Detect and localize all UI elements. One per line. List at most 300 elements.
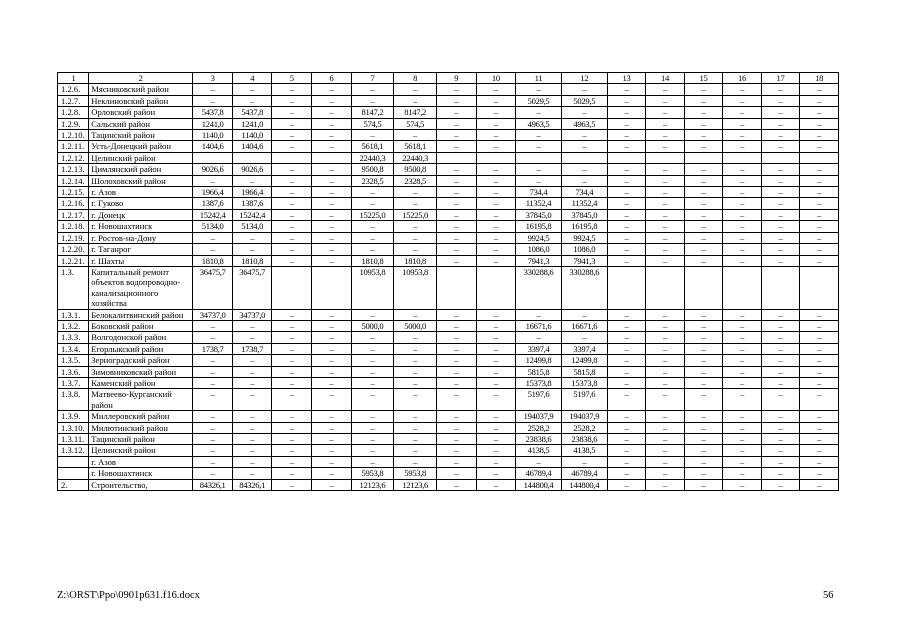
- value-cell: 1738,7: [232, 343, 272, 354]
- value-cell: –: [272, 95, 312, 106]
- value-cell: –: [272, 84, 312, 95]
- value-cell: –: [800, 255, 839, 266]
- table-row: [58, 389, 839, 411]
- value-cell: 15373,8: [561, 377, 607, 388]
- value-cell: –: [761, 255, 800, 266]
- value-cell: [761, 152, 800, 163]
- value-cell: –: [312, 187, 352, 198]
- value-cell: –: [436, 309, 476, 320]
- value-cell: –: [684, 232, 723, 243]
- value-cell: –: [646, 187, 685, 198]
- value-cell: –: [232, 175, 272, 186]
- value-cell: 1241,0: [232, 118, 272, 129]
- value-cell: –: [193, 95, 233, 106]
- value-cell: –: [351, 434, 394, 445]
- value-cell: –: [312, 130, 352, 141]
- table-row: [58, 118, 839, 129]
- value-cell: –: [723, 366, 762, 377]
- value-cell: –: [761, 422, 800, 433]
- value-cell: –: [561, 84, 607, 95]
- value-cell: 7941,3: [561, 255, 607, 266]
- value-cell: –: [761, 95, 800, 106]
- value-cell: [723, 266, 762, 309]
- value-cell: –: [723, 141, 762, 152]
- value-cell: –: [723, 332, 762, 343]
- value-cell: –: [607, 332, 646, 343]
- value-cell: –: [272, 377, 312, 388]
- value-cell: 4963,5: [561, 118, 607, 129]
- value-cell: –: [476, 332, 516, 343]
- value-cell: 1140,0: [193, 130, 233, 141]
- value-cell: –: [476, 164, 516, 175]
- row-code-cell: 1.2.8.: [58, 107, 89, 118]
- row-name-cell: Белокалитвинский район: [89, 309, 193, 320]
- value-cell: 9026,6: [193, 164, 233, 175]
- value-cell: –: [516, 107, 562, 118]
- value-cell: 15242,4: [193, 209, 233, 220]
- value-cell: –: [646, 118, 685, 129]
- value-cell: –: [723, 411, 762, 422]
- value-cell: 1810,8: [193, 255, 233, 266]
- value-cell: –: [476, 366, 516, 377]
- value-cell: –: [312, 366, 352, 377]
- row-code-cell: 1.2.10.: [58, 130, 89, 141]
- value-cell: [436, 266, 476, 309]
- value-cell: –: [607, 209, 646, 220]
- value-cell: –: [476, 389, 516, 411]
- value-cell: –: [476, 343, 516, 354]
- value-cell: –: [800, 366, 839, 377]
- value-cell: 194037,9: [516, 411, 562, 422]
- value-cell: –: [312, 232, 352, 243]
- value-cell: –: [607, 411, 646, 422]
- value-cell: 5618,1: [351, 141, 394, 152]
- value-cell: –: [761, 355, 800, 366]
- value-cell: 3397,4: [516, 343, 562, 354]
- row-code-cell: 1.3.7.: [58, 377, 89, 388]
- value-cell: –: [800, 445, 839, 456]
- value-cell: –: [312, 434, 352, 445]
- value-cell: [607, 266, 646, 309]
- value-cell: –: [684, 320, 723, 331]
- table-row: [58, 107, 839, 118]
- table-row: [58, 255, 839, 266]
- value-cell: –: [800, 456, 839, 467]
- value-cell: –: [193, 84, 233, 95]
- value-cell: –: [646, 107, 685, 118]
- value-cell: –: [800, 343, 839, 354]
- value-cell: 37845,0: [516, 209, 562, 220]
- row-code-cell: 1.3.11.: [58, 434, 89, 445]
- value-cell: [646, 266, 685, 309]
- value-cell: –: [193, 366, 233, 377]
- value-cell: –: [684, 255, 723, 266]
- value-cell: –: [684, 411, 723, 422]
- value-cell: –: [272, 130, 312, 141]
- value-cell: –: [607, 118, 646, 129]
- value-cell: –: [684, 389, 723, 411]
- row-code-cell: 1.3.6.: [58, 366, 89, 377]
- value-cell: –: [193, 377, 233, 388]
- value-cell: –: [646, 445, 685, 456]
- row-code-cell: 1.2.21.: [58, 255, 89, 266]
- value-cell: –: [607, 107, 646, 118]
- value-cell: 2528,2: [516, 422, 562, 433]
- value-cell: –: [272, 434, 312, 445]
- value-cell: –: [607, 198, 646, 209]
- value-cell: [800, 266, 839, 309]
- value-cell: –: [436, 95, 476, 106]
- value-cell: –: [761, 130, 800, 141]
- value-cell: 16671,6: [516, 320, 562, 331]
- value-cell: [761, 266, 800, 309]
- table-row: [58, 445, 839, 456]
- value-cell: –: [800, 198, 839, 209]
- value-cell: 2528,2: [561, 422, 607, 433]
- value-cell: 7: [351, 73, 394, 84]
- value-cell: –: [684, 377, 723, 388]
- value-cell: –: [476, 355, 516, 366]
- value-cell: –: [761, 343, 800, 354]
- value-cell: –: [723, 130, 762, 141]
- value-cell: –: [761, 389, 800, 411]
- row-name-cell: Сальский район: [89, 118, 193, 129]
- value-cell: 4138,5: [516, 445, 562, 456]
- row-code-cell: [58, 456, 89, 467]
- row-name-cell: Мясниковский район: [89, 84, 193, 95]
- value-cell: –: [723, 209, 762, 220]
- value-cell: –: [723, 232, 762, 243]
- value-cell: –: [312, 175, 352, 186]
- value-cell: –: [607, 84, 646, 95]
- value-cell: [436, 152, 476, 163]
- row-code-cell: 1.3.9.: [58, 411, 89, 422]
- value-cell: 22440,3: [394, 152, 437, 163]
- value-cell: –: [193, 320, 233, 331]
- value-cell: –: [646, 468, 685, 479]
- value-cell: –: [646, 175, 685, 186]
- row-code-cell: 1.3.8.: [58, 389, 89, 411]
- value-cell: –: [436, 107, 476, 118]
- value-cell: –: [436, 389, 476, 411]
- value-cell: –: [394, 355, 437, 366]
- value-cell: –: [607, 244, 646, 255]
- value-cell: 12123,6: [351, 479, 394, 490]
- row-name-cell: Неклиновский район: [89, 95, 193, 106]
- value-cell: –: [761, 479, 800, 490]
- value-cell: –: [684, 198, 723, 209]
- value-cell: –: [761, 141, 800, 152]
- value-cell: –: [312, 209, 352, 220]
- footer-file-path: Z:\ORST\Ppo\0901p631.f16.docx: [57, 590, 200, 601]
- value-cell: –: [476, 411, 516, 422]
- value-cell: 8147,2: [351, 107, 394, 118]
- table-row: [58, 456, 839, 467]
- value-cell: –: [351, 130, 394, 141]
- value-cell: 9026,6: [232, 164, 272, 175]
- row-code-cell: 1.2.18.: [58, 221, 89, 232]
- value-cell: –: [394, 389, 437, 411]
- value-cell: 5197,6: [561, 389, 607, 411]
- value-cell: –: [800, 187, 839, 198]
- value-cell: –: [761, 456, 800, 467]
- table-row: [58, 244, 839, 255]
- value-cell: –: [476, 445, 516, 456]
- value-cell: –: [312, 320, 352, 331]
- value-cell: –: [193, 355, 233, 366]
- value-cell: –: [476, 118, 516, 129]
- value-cell: –: [232, 422, 272, 433]
- value-cell: 4138,5: [561, 445, 607, 456]
- value-cell: –: [800, 479, 839, 490]
- value-cell: 144800,4: [516, 479, 562, 490]
- value-cell: –: [607, 309, 646, 320]
- value-cell: 12499,8: [561, 355, 607, 366]
- value-cell: –: [272, 175, 312, 186]
- value-cell: –: [394, 411, 437, 422]
- value-cell: –: [684, 221, 723, 232]
- value-cell: –: [723, 377, 762, 388]
- value-cell: –: [193, 445, 233, 456]
- value-cell: –: [272, 187, 312, 198]
- value-cell: 5953,8: [394, 468, 437, 479]
- value-cell: –: [723, 175, 762, 186]
- value-cell: 9924,5: [516, 232, 562, 243]
- value-cell: –: [646, 366, 685, 377]
- value-cell: 12499,8: [516, 355, 562, 366]
- row-name-cell: Милютинский район: [89, 422, 193, 433]
- value-cell: –: [232, 445, 272, 456]
- value-cell: –: [761, 377, 800, 388]
- value-cell: –: [351, 389, 394, 411]
- row-name-cell: Целинский район: [89, 152, 193, 163]
- value-cell: –: [761, 309, 800, 320]
- value-cell: –: [232, 411, 272, 422]
- value-cell: 9500,8: [351, 164, 394, 175]
- value-cell: –: [723, 456, 762, 467]
- value-cell: –: [272, 468, 312, 479]
- table-row: [58, 152, 839, 163]
- value-cell: –: [394, 343, 437, 354]
- table-row: [58, 84, 839, 95]
- value-cell: –: [646, 95, 685, 106]
- value-cell: 5437,8: [193, 107, 233, 118]
- value-cell: –: [516, 175, 562, 186]
- value-cell: –: [476, 175, 516, 186]
- value-cell: 23838,6: [561, 434, 607, 445]
- value-cell: –: [193, 332, 233, 343]
- value-cell: –: [723, 355, 762, 366]
- row-code-cell: 1.3.12.: [58, 445, 89, 456]
- value-cell: –: [723, 164, 762, 175]
- value-cell: 15225,0: [351, 209, 394, 220]
- value-cell: –: [232, 377, 272, 388]
- value-cell: –: [561, 107, 607, 118]
- value-cell: –: [436, 468, 476, 479]
- value-cell: –: [646, 309, 685, 320]
- value-cell: –: [312, 255, 352, 266]
- value-cell: –: [607, 320, 646, 331]
- value-cell: [272, 266, 312, 309]
- value-cell: 36475,7: [232, 266, 272, 309]
- value-cell: 574,5: [351, 118, 394, 129]
- value-cell: –: [476, 130, 516, 141]
- value-cell: 1140,0: [232, 130, 272, 141]
- value-cell: –: [394, 366, 437, 377]
- value-cell: –: [312, 309, 352, 320]
- value-cell: –: [193, 434, 233, 445]
- value-cell: –: [312, 95, 352, 106]
- value-cell: –: [761, 175, 800, 186]
- value-cell: 46789,4: [561, 468, 607, 479]
- value-cell: –: [684, 434, 723, 445]
- row-name-cell: г. Ростов-на-Дону: [89, 232, 193, 243]
- value-cell: –: [193, 175, 233, 186]
- value-cell: –: [607, 343, 646, 354]
- row-name-cell: г. Донецк: [89, 209, 193, 220]
- value-cell: –: [800, 118, 839, 129]
- value-cell: [723, 152, 762, 163]
- value-cell: 13: [607, 73, 646, 84]
- value-cell: –: [272, 309, 312, 320]
- value-cell: 1404,6: [232, 141, 272, 152]
- value-cell: –: [272, 355, 312, 366]
- value-cell: –: [516, 141, 562, 152]
- value-cell: –: [436, 175, 476, 186]
- value-cell: 22440,3: [351, 152, 394, 163]
- table-row: [58, 343, 839, 354]
- value-cell: –: [476, 320, 516, 331]
- value-cell: –: [476, 232, 516, 243]
- value-cell: –: [684, 175, 723, 186]
- value-cell: –: [607, 164, 646, 175]
- value-cell: 7941,3: [516, 255, 562, 266]
- value-cell: –: [761, 118, 800, 129]
- value-cell: –: [607, 468, 646, 479]
- value-cell: 9: [436, 73, 476, 84]
- value-cell: 12123,6: [394, 479, 437, 490]
- value-cell: –: [561, 456, 607, 467]
- value-cell: –: [193, 244, 233, 255]
- row-code-cell: [58, 468, 89, 479]
- value-cell: 3: [193, 73, 233, 84]
- table-row: [58, 221, 839, 232]
- table-row: [58, 468, 839, 479]
- value-cell: –: [800, 164, 839, 175]
- value-cell: –: [476, 209, 516, 220]
- value-cell: –: [272, 244, 312, 255]
- value-cell: 734,4: [561, 187, 607, 198]
- value-cell: –: [312, 355, 352, 366]
- value-cell: –: [312, 411, 352, 422]
- value-cell: –: [232, 468, 272, 479]
- row-name-cell: Тацинский район: [89, 434, 193, 445]
- table-row: [58, 232, 839, 243]
- value-cell: –: [476, 107, 516, 118]
- value-cell: –: [646, 232, 685, 243]
- value-cell: 14: [646, 73, 685, 84]
- value-cell: –: [684, 209, 723, 220]
- value-cell: –: [723, 255, 762, 266]
- value-cell: 16195,8: [516, 221, 562, 232]
- value-cell: –: [476, 255, 516, 266]
- row-code-cell: 1.2.11.: [58, 141, 89, 152]
- value-cell: 1966,4: [193, 187, 233, 198]
- value-cell: –: [646, 164, 685, 175]
- value-cell: –: [436, 198, 476, 209]
- value-cell: –: [351, 377, 394, 388]
- row-code-cell: 1.3.3.: [58, 332, 89, 343]
- value-cell: –: [312, 107, 352, 118]
- value-cell: –: [436, 411, 476, 422]
- value-cell: –: [272, 255, 312, 266]
- value-cell: –: [607, 479, 646, 490]
- value-cell: –: [476, 95, 516, 106]
- value-cell: –: [272, 164, 312, 175]
- value-cell: –: [684, 130, 723, 141]
- value-cell: –: [476, 434, 516, 445]
- value-cell: –: [476, 221, 516, 232]
- table-row: [58, 479, 839, 490]
- value-cell: 15373,8: [516, 377, 562, 388]
- value-cell: 10953,8: [394, 266, 437, 309]
- value-cell: 10: [476, 73, 516, 84]
- value-cell: –: [232, 232, 272, 243]
- value-cell: –: [476, 309, 516, 320]
- value-cell: –: [684, 366, 723, 377]
- value-cell: –: [800, 130, 839, 141]
- value-cell: –: [800, 411, 839, 422]
- value-cell: –: [272, 332, 312, 343]
- value-cell: –: [232, 320, 272, 331]
- value-cell: –: [646, 456, 685, 467]
- value-cell: –: [800, 389, 839, 411]
- value-cell: –: [394, 332, 437, 343]
- value-cell: –: [232, 95, 272, 106]
- value-cell: –: [351, 366, 394, 377]
- row-code-cell: 1: [58, 73, 89, 84]
- value-cell: –: [312, 389, 352, 411]
- value-cell: –: [232, 84, 272, 95]
- row-code-cell: 1.3.1.: [58, 309, 89, 320]
- value-cell: –: [646, 389, 685, 411]
- value-cell: –: [800, 434, 839, 445]
- value-cell: –: [394, 130, 437, 141]
- value-cell: 15242,4: [232, 209, 272, 220]
- value-cell: 16: [723, 73, 762, 84]
- value-cell: –: [646, 411, 685, 422]
- value-cell: –: [436, 377, 476, 388]
- value-cell: –: [646, 479, 685, 490]
- value-cell: [800, 152, 839, 163]
- value-cell: –: [684, 141, 723, 152]
- table-row: [58, 209, 839, 220]
- value-cell: –: [351, 221, 394, 232]
- value-cell: –: [193, 422, 233, 433]
- table-row: [58, 320, 839, 331]
- value-cell: –: [232, 434, 272, 445]
- value-cell: –: [761, 366, 800, 377]
- value-cell: –: [351, 456, 394, 467]
- value-cell: –: [193, 232, 233, 243]
- value-cell: 5: [272, 73, 312, 84]
- value-cell: 37845,0: [561, 209, 607, 220]
- value-cell: –: [232, 355, 272, 366]
- value-cell: 46789,4: [516, 468, 562, 479]
- value-cell: 15225,0: [394, 209, 437, 220]
- value-cell: –: [761, 445, 800, 456]
- value-cell: 1966,4: [232, 187, 272, 198]
